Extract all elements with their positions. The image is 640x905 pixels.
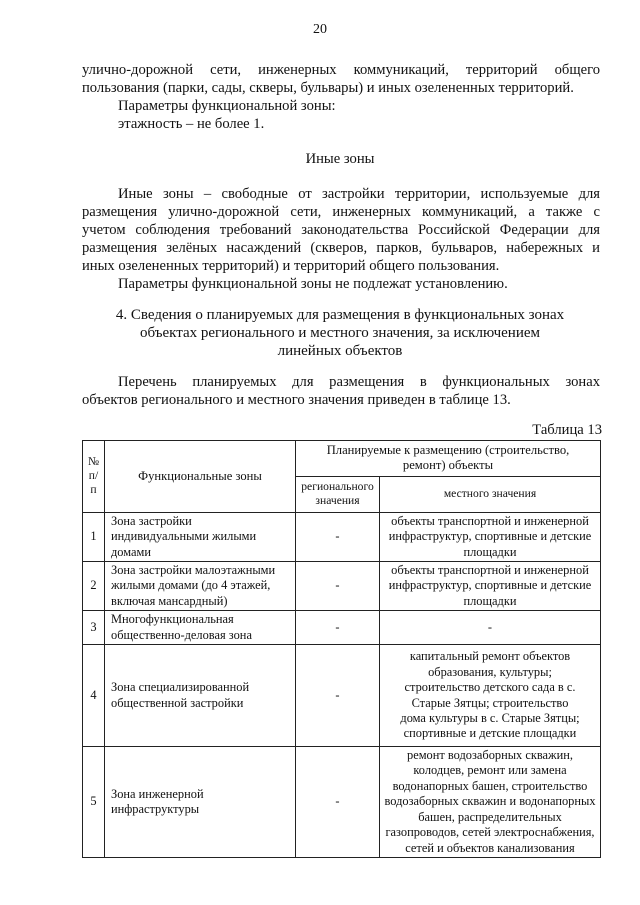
header-zones: Функциональные зоны	[105, 441, 296, 513]
row-zone: Зона инженерной инфраструктуры	[105, 747, 296, 858]
other-zones-line-6: Параметры функциональной зоны не подлежат установлению.	[118, 276, 508, 292]
table-row	[83, 512, 601, 561]
other-zones-line-4: размещения зелёных насаждений (скверов, парков, бульваров, набережных и	[82, 240, 600, 256]
header-local: местного значения	[380, 476, 601, 512]
page-number: 20	[313, 22, 327, 37]
row-num: 3	[83, 611, 105, 645]
row-local: объекты транспортной и инженерной инфраструктур, спортивные и детские площадки	[380, 512, 601, 561]
intro-line-1: улично-дорожной сети, инженерных коммуникаций, территорий общего	[82, 62, 600, 78]
section-para-line-1: Перечень планируемых для размещения в функциональных зонах	[118, 374, 600, 390]
row-local: объекты транспортной и инженерной инфраструктур, спортивные и детские площадки	[380, 562, 601, 611]
zones-table	[82, 440, 601, 858]
table-row	[83, 645, 601, 747]
section-heading-line-3: линейных объектов	[277, 343, 403, 359]
row-regional: -	[296, 611, 380, 645]
header-regional: регионального значения	[296, 476, 380, 512]
row-num: 5	[83, 747, 105, 858]
row-num: 4	[83, 645, 105, 747]
row-zone: Многофункциональная общественно-деловая зона	[105, 611, 296, 645]
other-zones-title: Иные зоны	[305, 151, 375, 167]
header-planned: Планируемые к размещению (строительство, ремонт) объекты	[296, 441, 601, 477]
table-caption: Таблица 13	[532, 422, 602, 438]
other-zones-line-5: иных озелененных территорий) и территорий общего пользования.	[82, 258, 500, 274]
section-para-line-2: объектов регионального и местного значения приведен в таблице 13.	[82, 392, 511, 408]
table-row	[83, 611, 601, 645]
intro-line-3: Параметры функциональной зоны:	[118, 98, 336, 114]
row-num: 1	[83, 512, 105, 561]
intro-line-2: пользования (парки, сады, скверы, бульвары) и иных озелененных территорий.	[82, 80, 574, 96]
row-local: -	[380, 611, 601, 645]
header-num: № п/п	[83, 441, 105, 513]
row-regional: -	[296, 512, 380, 561]
row-regional: -	[296, 562, 380, 611]
other-zones-line-3: учетом соблюдения требований законодательства Российской Федерации для	[82, 222, 600, 238]
row-zone: Зона специализированной общественной застройки	[105, 645, 296, 747]
table-row	[83, 562, 601, 611]
row-num: 2	[83, 562, 105, 611]
intro-line-4: этажность – не более 1.	[118, 116, 265, 132]
section-heading-line-2: объектах регионального и местного значения, за исключением	[139, 325, 540, 341]
row-regional: -	[296, 747, 380, 858]
row-zone: Зона застройки индивидуальными жилыми домами	[105, 512, 296, 561]
other-zones-line-1: Иные зоны – свободные от застройки территории, используемые для	[118, 186, 600, 202]
row-local: капитальный ремонт объектов образования, культуры; строительство детского сада в с. Старые Зятцы; строительство дома культуры в с. Старые Зятцы; спортивные и детские площадки	[380, 645, 601, 747]
row-zone: Зона застройки малоэтажными жилыми домами (до 4 этажей, включая мансардный)	[105, 562, 296, 611]
row-regional: -	[296, 645, 380, 747]
other-zones-line-2: размещения улично-дорожной сети, инженерных коммуникаций, а также с	[82, 204, 600, 220]
table-row	[83, 747, 601, 858]
row-local: ремонт водозаборных скважин, колодцев, ремонт или замена водонапорных башен, строительство водозаборных скважин и водонапорных башен, распределительных газопроводов, сетей электроснабжения, сетей и объектов канализования	[380, 747, 601, 858]
section-heading-line-1: 4. Сведения о планируемых для размещения в функциональных зонах	[115, 307, 565, 323]
